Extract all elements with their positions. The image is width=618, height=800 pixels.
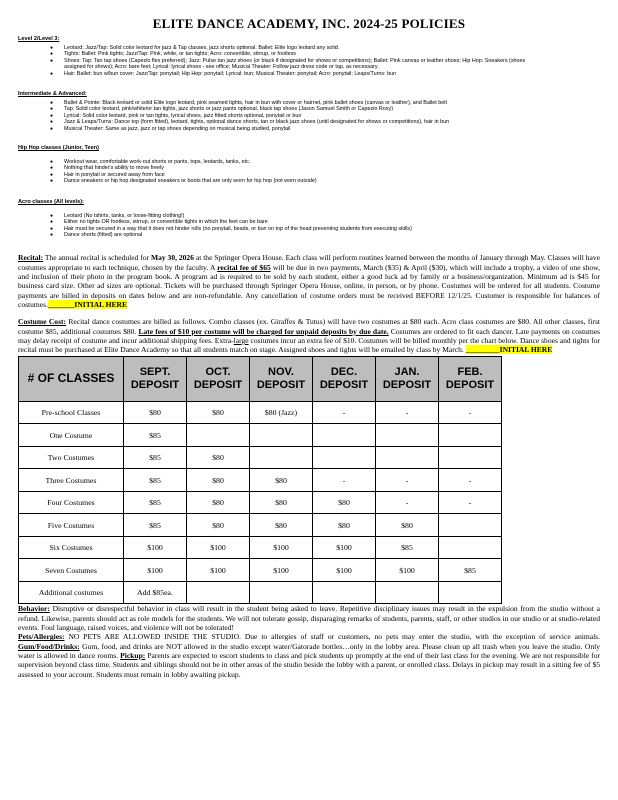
list-item-continued: assigned for shows); Acro: bare feet; Lyrical: lyrical shoes - see office; Musical Theater: Follow jazz dress code or tap, as necessary. [64, 64, 379, 71]
table-row: Three Costumes $85 $80 $80 - - - [19, 469, 502, 492]
initial-here-recital[interactable]: _______INITIAL HERE [47, 300, 128, 310]
list-item: ● Dance sneakers or hip hop designated sneakers or boots that are only worn for hip hop (not worn outside) [54, 178, 600, 184]
recital-paragraph: Recital: The annual recital is scheduled for May 30, 2026 at the Springer Opera House. Each class will perform routines learned between the months of January through May. Classes will have costumes appropriate to each technique, chosen by the faculty. A recital fee of $65 will be due in two payments, March ($35) & April ($30), which will include a trophy, a video of one show, and inclusion of their photo in the program book. A program ad is required to be sold by each student, either a good luck ad by family or a business/organization. Minimum ad is $45 for business card size. Other ad sizes are optional. Tickets will be purchased through Springer Opera House, online, in person, or by phone. Costumes will be ordered for all students. Costume payments are billed in deposits on dates below and are non-refundable. Any cancellation of costume orders must be received BEFORE 12/1/25. Customer is responsible for balances of costumes._______INITIAL HERE [18, 253, 600, 310]
list-item: ● Lyrical: Solid color leotard, pink or tan tights, lyrical shoes, jazz fitted shorts optional, ponytail or bun [54, 113, 600, 119]
list-item: ● Workout wear, comfortable work-out shorts or pants, tops, leotards, tanks, etc. [54, 159, 600, 165]
costume-deposit-table [18, 356, 502, 605]
recital-fee: recital fee of $65 [217, 262, 271, 272]
pets-label: Pets/Allergies: [18, 632, 65, 642]
column-header: FEB. DEPOSIT [439, 356, 502, 401]
recital-label: Recital: [18, 253, 44, 263]
late-fee-notice: Late fees of $10 per costume will be charged for unpaid deposits by due date. [138, 326, 389, 336]
table-row: Five Costumes $85 $80 $80 $80 $80 [19, 514, 502, 537]
gum-food-drinks-label: Gum/Food/Drinks: [18, 641, 80, 651]
list-item: ● Shoes: Tap: Tan tap shoes (Capezio flex preferred); Jazz: Pulse tan jazz shoes (or black if designated for shows or competitions); Ballet: Pink canvas or leather shoes; Hip Hop: Sneakers (shoes [54, 58, 600, 64]
dress-code-list [18, 213, 600, 239]
behavior-label: Behavior: [18, 604, 50, 614]
table-row: Additional costumes Add $85ea. [19, 581, 502, 604]
list-item: ● Hair: Ballet: bun w/bun cover; Jazz/Tap: ponytail; Hip Hop: ponytail; Lyrical: bun; Musical Theater: ponytail; Acro: ponytail; Leaps/Turns: bun [54, 71, 600, 77]
recital-date: May 30, 2026 [150, 253, 194, 263]
document-title: ELITE DANCE ACADEMY, INC. 2024-25 POLICIES [152, 16, 466, 31]
table-row: Two Costumes $85 $80 [19, 446, 502, 469]
list-item: ● Dance shorts (fitted) are optional [54, 232, 600, 238]
dress-code-list [18, 100, 600, 132]
table-row: Six Costumes $100 $100 $100 $100 $85 [19, 536, 502, 559]
column-header: NOV. DEPOSIT [250, 356, 313, 401]
table-row: Seven Costumes $100 $100 $100 $100 $100 $85 [19, 559, 502, 582]
pets-paragraph: Pets/Allergies: NO PETS ARE ALLOWED INSIDE THE STUDIO. Due to allergies of staff or customers, no pets may enter the studio, with the exception of service animals. Gum/Food/Drinks: Gum, food, and drinks are NOT allowed in the studio except water/Gatorade bottles…only in the lobby area. Please clean up all trash when you leave the studio. Only water is allowed in dance rooms. Pickup: Parents are expected to escort students to class and pick students up promptly at the end of their last class for the evening. We are not responsible for supervision beyond class time. Students and siblings should not be in other areas of the studio beside the lobby with a parent, or enrolled class. Delays in pickup may result in a sitting fee of $5 assessed to your account. Students must remain in lobby awaiting pickup. [18, 632, 600, 679]
list-item: ● Tights: Ballet: Pink tights; Jazz/Tap: Pink, white, or tan tights; Acro: convertible, stirrup, or footless [54, 51, 600, 57]
table-row: One Costume $85 [19, 424, 502, 447]
table-header-row [19, 356, 502, 401]
column-header: # OF CLASSES [19, 356, 124, 401]
behavior-paragraph: Behavior: Disruptive or disrespectful behavior in class will result in the student being asked to leave. Repetitive disciplinary issues may result in the expulsion from the studio without a refund. Likewise, parents should act as role models for the students. We will not tolerate gossip, disparaging remarks of students, parents, staff, or other studios in our studio or at studio-related events. Foul language, raised voices, and violence will not be tolerated! [18, 604, 600, 632]
list-item: ● Either no tights OR footless, stirrup, or convertible tights in which the feet can be bare [54, 219, 600, 225]
section-heading: Intermediate & Advanced: [18, 91, 87, 98]
list-item: ● Ballet & Pointe: Black leotard or solid Elite logo leotard, pink seamed tights, hair in bun with cover or hairnet, pink ballet shoes (canvas or leather), and Ballet belt [54, 100, 600, 106]
list-item: ● Musical Theater: Same as jazz, jazz or tap shoes depending on musical being studied, ponytail [54, 126, 600, 132]
dress-code-list [18, 45, 600, 77]
list-item: ● Leotard: Jazz/Tap: Solid color leotard for jazz & Tap classes, jazz shorts optional. Ballet: Elite logo leotard any solid. [54, 45, 600, 51]
section-heading: Hip Hop classes (Junior, Teen) [18, 145, 100, 152]
pickup-label: Pickup: [120, 650, 146, 660]
initial-here-costume[interactable]: _________INITIAL HERE [465, 345, 553, 355]
column-header: DEC. DEPOSIT [313, 356, 376, 401]
list-item: ● Nothing that hinder's ability to move freely [54, 165, 600, 171]
list-item: ● Hair must be secured in a way that it does not hinder rolls (no ponytail, beads, or bun on top of the head preventing students from executing skills) [54, 226, 600, 232]
column-header: JAN. DEPOSIT [376, 356, 439, 401]
section-hip-hop [18, 145, 600, 185]
section-heading: Level 2/Level 3: [18, 36, 60, 42]
list-item: ● Hair in ponytail or secured away from face [54, 172, 600, 178]
column-header: SEPT. DEPOSIT [124, 356, 187, 401]
section-intermediate-advanced [18, 91, 600, 132]
list-item: ● Leotard (No tshirts, tanks, or loose-fitting clothing!) [54, 213, 600, 219]
list-item: ● Tap: Solid color leotard, pink/white/or tan tights, jazz shorts or jazz pants optional, black tap shoes (Jason Samuel Smith or Capezio Roxy) [54, 106, 600, 112]
section-level2-level3 [18, 36, 600, 77]
table-row: Pre-school Classes $80 $80 $80 (Jazz) - - - [19, 401, 502, 424]
costume-label: Costume Cost: [18, 317, 67, 327]
section-acro [18, 199, 600, 239]
table-row: Four Costumes $85 $80 $80 $80 - - [19, 491, 502, 514]
list-item: ● Jazz & Leaps/Turns: Dance top (form fitted), leotard, tights, optional dance shorts, tan or black jazz shoes (until designated for shows or competitions), hair in bun [54, 119, 600, 125]
section-heading: Acro classes (All levels): [18, 198, 84, 205]
dress-code-list [18, 159, 600, 185]
column-header: OCT. DEPOSIT [187, 356, 250, 401]
policy-document [18, 16, 600, 679]
costume-paragraph: Costume Cost: Recital dance costumes are billed as follows. Combo classes (ex. Giraffes & Tutus) will have two costumes at $80 each. Acro class costumes are $80. All other classes, first costume $85, additional costumes $80. Late fees of $10 per costume will be charged for unpaid deposits by due date. Costumes are ordered to fit each dancer. Late payments on costumes may delay receipt of costume and incur additional shipping fees. Extra-large costumes incur an extra fee of $10. Costumes will be billed monthly per the chart below. Dance shoes and tights for recital must be purchased at Elite Dance Academy so that all students match on stage. Assigned shoes and tights will be emailed by class by March. _________INITIAL HERE [18, 317, 601, 355]
